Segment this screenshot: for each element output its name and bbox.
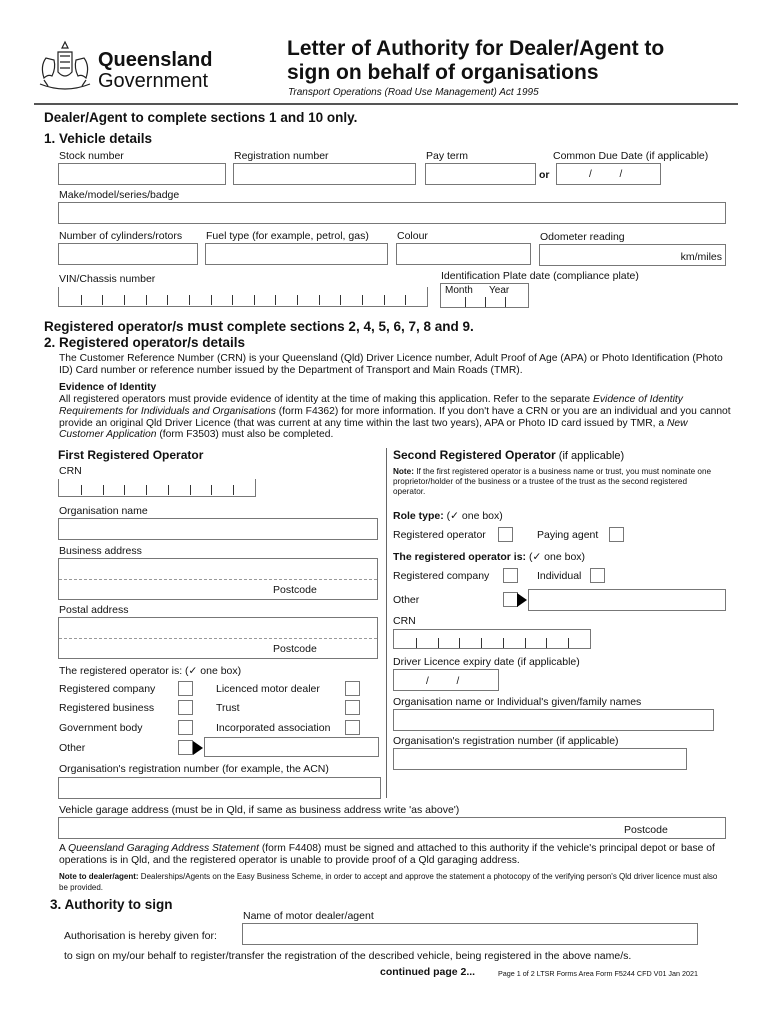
eoi-text: All registered operators must provide evidence of identity at the time of making this application. Refer to the separate Evidence of Identity Requirements for Individuals and Organisations (form F4362) for more information. If you don't have a CRN or you are an individual and you cannot provide an original Qld Driver Licence (that was current at any time within the last two years), APA or Photo ID card issued by TMR, a New Customer Application (form F3503) must also be completed. (59, 394, 731, 441)
year-label: Year (489, 285, 510, 296)
operator-instruction: Registered operator/s must complete sections 2, 4, 5, 6, 7, 8 and 9. (44, 318, 474, 335)
cell-divider (102, 295, 103, 305)
first-crn-label: CRN (59, 465, 82, 477)
role-registered-operator-checkbox[interactable] (498, 527, 513, 542)
pay-term-field[interactable] (425, 163, 536, 185)
continued-label: continued page 2... (380, 966, 476, 978)
authority-statement: to sign on my/our behalf to register/transfer the registration of the described vehicle, being registered in the above name/s. (64, 950, 632, 962)
first-reg-number-label: Organisation's registration number (for example, the ACN) (59, 763, 329, 775)
cell-divider (525, 638, 526, 648)
column-divider (386, 448, 387, 798)
licence-expiry-field[interactable] (393, 669, 499, 691)
second-operator-note: Note: If the first registered operator is a business name or trust, you must nominate one proprietor/holder of the business or a trustee of the trust as the second registered operator. (393, 467, 712, 496)
first-operator-type-label: The registered operator is: (✓ one box) (59, 665, 242, 677)
first-crn-field[interactable] (58, 479, 256, 497)
make-model-label: Make/model/series/badge (59, 189, 180, 201)
page-meta: Page 1 of 2 LTSR Forms Area Form F5244 CFD V01 Jan 2021 (498, 969, 699, 978)
odometer-label: Odometer reading (540, 231, 625, 243)
cell-divider (362, 295, 363, 305)
opt-incorporated-label: Incorporated association (216, 722, 331, 734)
second-names-field[interactable] (393, 709, 714, 731)
plate-date-field[interactable] (440, 283, 529, 308)
plate-date-label: Identification Plate date (compliance plate) (441, 270, 639, 282)
opt-incorporated-checkbox[interactable] (345, 720, 360, 735)
cell-divider (124, 295, 125, 305)
role-registered-operator-label: Registered operator (393, 529, 486, 541)
business-address-label: Business address (59, 545, 142, 557)
postal-address-field[interactable] (58, 617, 378, 659)
second-individual-checkbox[interactable] (590, 568, 605, 583)
eoi-title: Evidence of Identity (59, 382, 157, 393)
or-label: or (539, 169, 550, 181)
km-miles-unit: km/miles (680, 251, 722, 263)
dealer-instruction: Dealer/Agent to complete sections 1 and 10 only. (44, 110, 358, 125)
cylinders-field[interactable] (58, 243, 198, 265)
cell-divider (546, 638, 547, 648)
cdd-date-sep: / / (589, 169, 623, 180)
second-crn-field[interactable] (393, 629, 591, 649)
crn-intro: The Customer Reference Number (CRN) is your Queensland (Qld) Driver Licence number, Adult Proof of Age (APA) or Photo Identification (Photo ID) Card number or reference number issued by the Department of Transport and Main Roads (TMR). (59, 353, 723, 376)
role-paying-agent-label: Paying agent (537, 529, 599, 541)
second-reg-number-label: Organisation's registration number (if applicable) (393, 735, 619, 747)
cell-divider (103, 485, 104, 495)
second-registered-company-label: Registered company (393, 570, 490, 582)
second-operator-title: Second Registered Operator (if applicable) (393, 448, 625, 462)
business-postcode-label: Postcode (273, 584, 317, 596)
cell-divider (481, 638, 482, 648)
second-other-label: Other (393, 594, 420, 606)
opt-registered-company-checkbox[interactable] (178, 681, 193, 696)
common-due-date-label: Common Due Date (if applicable) (553, 150, 709, 162)
logo-line1: Queensland (98, 49, 213, 71)
cell-divider (405, 295, 406, 305)
fuel-type-label: Fuel type (for example, petrol, gas) (206, 230, 369, 242)
registration-number-label: Registration number (234, 150, 329, 162)
cell-divider (189, 295, 190, 305)
cell-divider (254, 295, 255, 305)
cell-divider (124, 485, 125, 495)
opt-registered-business-label: Registered business (59, 702, 155, 714)
role-type-label: Role type: (✓ one box) (393, 510, 503, 522)
second-other-arrow-icon (517, 593, 527, 607)
dealer-name-field[interactable] (242, 923, 698, 945)
cell-divider (167, 295, 168, 305)
opt-government-body-checkbox[interactable] (178, 720, 193, 735)
cell-divider (232, 295, 233, 305)
garaging-statement-text: A Queensland Garaging Address Statement (form F4408) must be signed and attached to this authority if the vehicle's principal depot or base of operations is in Qld, and the registered operator is unable to provide proof of a Qld garaging address. (59, 843, 715, 866)
other-arrow-icon (193, 741, 203, 755)
section1-title: 1. Vehicle details (44, 131, 153, 146)
act-subtitle: Transport Operations (Road Use Management) Act 1995 (288, 87, 539, 98)
stock-number-field[interactable] (58, 163, 226, 185)
cell-divider (438, 638, 439, 648)
opt-trust-label: Trust (216, 702, 240, 714)
cell-divider (503, 638, 504, 648)
second-reg-number-field[interactable] (393, 748, 687, 770)
second-crn-label: CRN (393, 615, 416, 627)
cell-divider (146, 295, 147, 305)
header-divider (34, 103, 738, 105)
cell-divider (568, 638, 569, 648)
auth-given-label: Authorisation is hereby given for: (64, 930, 217, 942)
cell-divider (211, 485, 212, 495)
second-registered-company-checkbox[interactable] (503, 568, 518, 583)
opt-licenced-dealer-checkbox[interactable] (345, 681, 360, 696)
month-label: Month (445, 285, 473, 296)
qld-crest-logo (34, 38, 96, 96)
cell-divider (319, 295, 320, 305)
business-address-field[interactable] (58, 558, 378, 600)
second-individual-label: Individual (537, 570, 582, 582)
cell-divider (211, 295, 212, 305)
opt-registered-business-checkbox[interactable] (178, 700, 193, 715)
colour-label: Colour (397, 230, 428, 242)
cell-divider (168, 485, 169, 495)
make-model-field[interactable] (58, 202, 726, 224)
licence-expiry-label: Driver Licence expiry date (if applicable) (393, 656, 580, 668)
cell-divider (297, 295, 298, 305)
first-operator-title: First Registered Operator (58, 448, 204, 462)
pay-term-label: Pay term (426, 150, 469, 162)
section2-title: 2. Registered operator/s details (44, 335, 246, 350)
opt-government-body-label: Government body (59, 722, 143, 734)
expiry-date-sep: / / (426, 676, 460, 687)
dealer-note: Note to dealer/agent: Dealerships/Agents on the Easy Business Scheme, in order to accept and approve the statement a photocopy of the verifying person's Qld driver licence must also be provided. (59, 872, 718, 892)
garage-address-label: Vehicle garage address (must be in Qld, if same as business address write 'as above') (59, 804, 460, 816)
section3-title: 3. Authority to sign (50, 897, 173, 912)
garage-postcode-label: Postcode (624, 824, 668, 836)
second-other-field[interactable] (528, 589, 726, 611)
page-title-line2: sign on behalf of organisations (287, 61, 599, 84)
vin-label: VIN/Chassis number (59, 273, 156, 285)
opt-other-label: Other (59, 742, 86, 754)
vin-field[interactable] (58, 287, 428, 307)
second-other-checkbox[interactable] (503, 592, 518, 607)
second-operator-type-label: The registered operator is: (✓ one box) (393, 551, 586, 563)
postal-postcode-label: Postcode (273, 643, 317, 655)
second-names-label: Organisation name or Individual's given/family names (393, 696, 642, 708)
role-paying-agent-checkbox[interactable] (609, 527, 624, 542)
org-name-label: Organisation name (59, 505, 148, 517)
cell-divider (190, 485, 191, 495)
cell-divider (81, 485, 82, 495)
cell-divider (275, 295, 276, 305)
stock-number-label: Stock number (59, 150, 124, 162)
cell-divider (81, 295, 82, 305)
cell-divider (233, 485, 234, 495)
logo-line2: Government (98, 70, 209, 92)
page-title-line1: Letter of Authority for Dealer/Agent to (287, 37, 665, 60)
cell-divider (340, 295, 341, 305)
registration-number-field[interactable] (233, 163, 416, 185)
cell-divider (146, 485, 147, 495)
garage-address-field[interactable] (58, 817, 726, 839)
postal-address-label: Postal address (59, 604, 129, 616)
cell-divider (459, 638, 460, 648)
odometer-field[interactable] (539, 244, 726, 266)
org-name-field[interactable] (58, 518, 378, 540)
cell-divider (416, 638, 417, 648)
opt-trust-checkbox[interactable] (345, 700, 360, 715)
colour-field[interactable] (396, 243, 531, 265)
opt-licenced-dealer-label: Licenced motor dealer (216, 683, 320, 695)
first-other-field[interactable] (204, 737, 379, 757)
common-due-date-field[interactable] (556, 163, 661, 185)
first-reg-number-field[interactable] (58, 777, 381, 799)
cylinders-label: Number of cylinders/rotors (59, 230, 183, 242)
dealer-name-label: Name of motor dealer/agent (243, 910, 374, 922)
cell-divider (384, 295, 385, 305)
opt-other-checkbox[interactable] (178, 740, 193, 755)
fuel-type-field[interactable] (205, 243, 388, 265)
opt-registered-company-label: Registered company (59, 683, 156, 695)
